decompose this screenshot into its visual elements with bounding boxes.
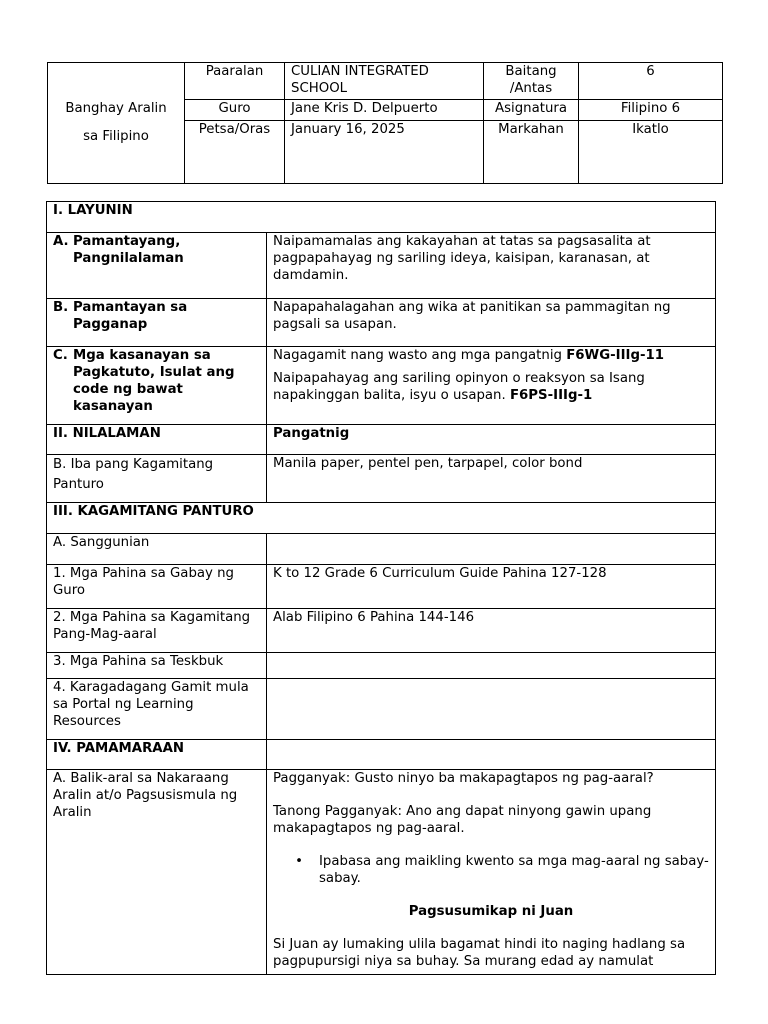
story-text: Si Juan ay lumaking ulila bagamat hindi ito naging hadlang sa pagpupursigi niya sa buhay. Sa murang edad ay namulat xyxy=(273,937,686,969)
teacher-guide-value: K to 12 Grade 6 Curriculum Guide Pahina 127-128 xyxy=(267,565,716,609)
nilalaman-value: Pangatnig xyxy=(267,425,716,455)
plan-title: Banghay Aralin sa Filipino xyxy=(48,63,185,184)
lesson-plan-table xyxy=(46,201,716,975)
bullet-item: • Ipabasa ang maikling kwento sa mga mag-aaral ng sabay-sabay. xyxy=(273,853,709,887)
pamamaraan-value xyxy=(267,740,716,770)
date-label: Petsa/Oras xyxy=(185,121,285,184)
review-label: A. Balik-aral sa Nakaraang Aralin at/o Pagsusismula ng Aralin xyxy=(47,770,267,975)
date-value: January 16, 2025 xyxy=(285,121,484,184)
competencies-label: C. Mga kasanayan sa Pagkatuto, Isulat ang code ng bawat kasanayan xyxy=(47,347,267,425)
bullet-icon: • xyxy=(295,854,303,869)
school-value: CULIAN INTEGRATED SCHOOL xyxy=(285,63,484,100)
teacher-guide-label: 1. Mga Pahina sa Gabay ng Guro xyxy=(47,565,267,609)
content-standard-value: Naipamamalas ang kakayahan at tatas sa pagsasalita at pagpapahayag ng sariling ideya, kaisipan, karanasan, at damdamin. xyxy=(267,233,716,299)
lr-portal-value xyxy=(267,679,716,740)
textbook-value xyxy=(267,653,716,679)
review-value: Pagganyak: Gusto ninyo ba makapagtapos ng pag-aaral? Tanong Pagganyak: Ano ang dapat ninyong gawin upang makapagtapos ng pag-aaral. • Ipabasa ang maikling kwento sa mga mag-aaral ng sabay-sabay. Pagsusumikap ni Juan Si Juan ay lumaking ulila bagamat hindi ito naging hadlang sa pagpupursigi niya sa buhay. Sa murang edad ay namulat xyxy=(267,770,716,975)
sanggunian-label: A. Sanggunian xyxy=(47,534,267,565)
performance-standard-label: B. Pamantayan sa Pagganap xyxy=(47,299,267,347)
competencies-value: Nagagamit nang wasto ang mga pangatnig F6WG-IIIg-11 Naipapahayag ang sariling opinyon o reaksyon sa Isang napakinggan balita, isyu o usapan. F6PS-IIIg-1 xyxy=(267,347,716,425)
grade-label: Baitang /Antas xyxy=(484,63,579,100)
grade-value: 6 xyxy=(579,63,723,100)
competency-code-2: F6PS-IIIg-1 xyxy=(509,388,593,403)
sanggunian-value xyxy=(267,534,716,565)
section-kagamitang-panturo: III. KAGAMITANG PANTURO xyxy=(47,503,716,534)
teacher-label: Guro xyxy=(185,100,285,121)
school-label: Paaralan xyxy=(185,63,285,100)
learner-material-label: 2. Mga Pahina sa Kagamitang Pang-Mag-aaral xyxy=(47,609,267,653)
competency-code-1: F6WG-IIIg-11 xyxy=(566,348,665,363)
content-standard-label: A. Pamantayang, Pangnilalaman xyxy=(47,233,267,299)
subject-value: Filipino 6 xyxy=(579,100,723,121)
subject-label: Asignatura xyxy=(484,100,579,121)
quarter-value: Ikatlo xyxy=(579,121,723,184)
learner-material-value: Alab Filipino 6 Pahina 144-146 xyxy=(267,609,716,653)
header-table xyxy=(47,62,723,184)
section-nilalaman: II. NILALAMAN xyxy=(47,425,267,455)
section-pamamaraan: IV. PAMAMARAAN xyxy=(47,740,267,770)
section-layunin: I. LAYUNIN xyxy=(47,202,716,233)
quarter-label: Markahan xyxy=(484,121,579,184)
textbook-label: 3. Mga Pahina sa Teskbuk xyxy=(47,653,267,679)
performance-standard-value: Napapahalagahan ang wika at panitikan sa pammagitan ng pagsali sa usapan. xyxy=(267,299,716,347)
other-materials-label: B. Iba pang Kagamitang Panturo xyxy=(47,455,267,503)
story-title: Pagsusumikap ni Juan xyxy=(408,904,574,919)
teacher-value: Jane Kris D. Delpuerto xyxy=(285,100,484,121)
lr-portal-label: 4. Karagadagang Gamit mula sa Portal ng Learning Resources xyxy=(47,679,267,740)
other-materials-value: Manila paper, pentel pen, tarpapel, color bond xyxy=(267,455,716,503)
